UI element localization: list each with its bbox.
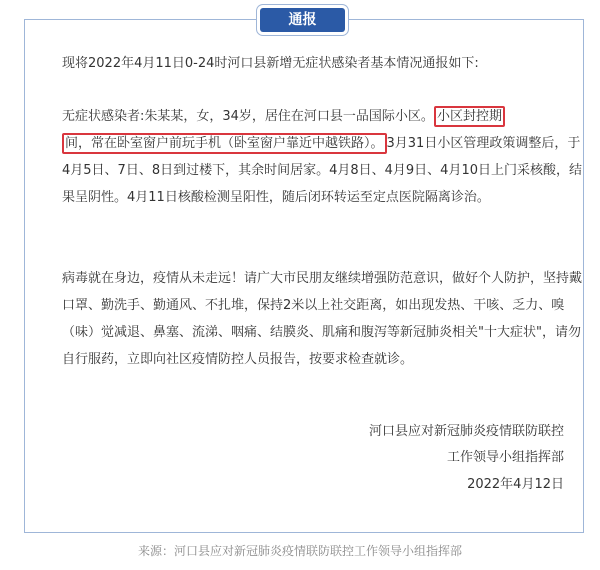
signature-line-2: 工作领导小组指挥部	[446, 450, 564, 465]
notice-title-badge: 通报	[260, 8, 345, 32]
notice-date: 2022年4月12日	[467, 477, 564, 492]
case-text-after: 3月31日小区管理政策调整后，于4月5日、7日、8日到过楼下，其余时间居家。4月8日、4月9日、4月10日上门采核酸，结果呈阴性。4月11日核酸检测呈阳性，随后闭环转运至定点医院隔离诊治。	[62, 136, 582, 205]
case-highlight-a: 小区封控期	[434, 106, 505, 127]
frame-top-border-right	[345, 19, 584, 20]
case-text-before: 无症状感染者:朱某某，女，34岁，居住在河口县一品国际小区。	[62, 109, 434, 124]
notice-intro: 现将2022年4月11日0-24时河口县新增无症状感染者基本情况通报如下:	[62, 56, 479, 71]
appeal-paragraph: 病毒就在身边，疫情从未走远！请广大市民朋友继续增强防范意识，做好个人防护，坚持戴口罩、勤洗手、勤通风、不扎堆，保持2米以上社交距离，如出现发热、干咳、乏力、嗅（味）觉减退、鼻塞、流涕、咽痛、结膜炎、肌痛和腹泻等新冠肺炎相关"十大症状"，请勿自行服药，立即向社区疫情防控人员报告，按要求检查就诊。	[62, 271, 583, 367]
frame-top-border-left	[24, 19, 260, 20]
source-caption: 来源：河口县应对新冠肺炎疫情联防联控工作领导小组指挥部	[137, 544, 462, 558]
case-highlight-b: 间，常在卧室窗户前玩手机（卧室窗户靠近中越铁路）。	[62, 133, 387, 154]
signature-line-1: 河口县应对新冠肺炎疫情联防联控	[368, 424, 564, 439]
case-paragraph	[48, 103, 582, 211]
